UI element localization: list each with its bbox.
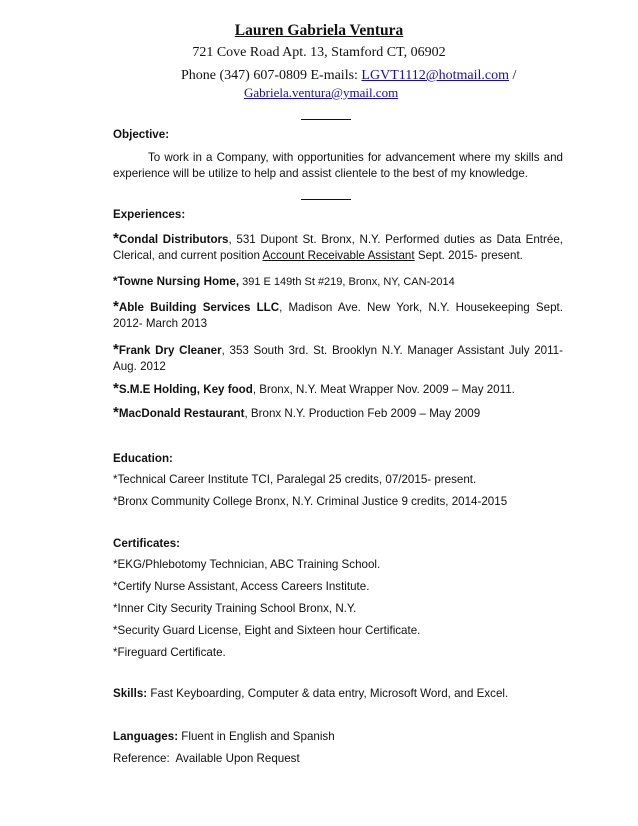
phone-text: Phone (347) 607-0809 E-mails: <box>181 68 362 83</box>
bullet-star: * <box>113 230 119 247</box>
resume-name: Lauren Gabriela Ventura <box>234 22 404 39</box>
skills-line <box>113 686 508 702</box>
experience-item: *Condal Distributors, 531 Dupont St. Bronx, N.Y. Performed duties as Data Entrée, Clerical, and current position Account Receivable Assistant Sept. 2015- present. <box>113 230 563 262</box>
experience-item: *Frank Dry Cleaner, 353 South 3rd. St. Brooklyn N.Y. Manager Assistant July 2011- Aug. 2012 <box>113 341 563 373</box>
address-line: 721 Cove Road Apt. 13, Stamford CT, 06902 <box>192 45 446 60</box>
education-heading: Education: <box>113 452 173 465</box>
bullet-star: * <box>113 341 119 358</box>
employer-name: MacDonald Restaurant <box>118 407 245 420</box>
certificate-item: *Inner City Security Training School Bronx, N.Y. <box>113 602 357 615</box>
skills-text: Fast Keyboarding, Computer & data entry, Microsoft Word, and Excel. <box>147 687 509 700</box>
education-item: *Bronx Community College Bronx, N.Y. Criminal Justice 9 credits, 2014-2015 <box>113 495 508 508</box>
skills-label: Skills: <box>113 687 148 700</box>
contact-line <box>181 68 516 84</box>
employer-name: S.M.E Holding, Key food <box>118 383 253 396</box>
divider-rule <box>301 199 351 200</box>
employer-name: *Towne Nursing Home, <box>113 275 240 288</box>
experience-item: *MacDonald Restaurant, Bronx N.Y. Production Feb 2009 – May 2009 <box>113 404 481 421</box>
bullet-star: * <box>113 404 119 421</box>
divider-rule <box>301 119 351 120</box>
experience-item: *Towne Nursing Home, 391 E 149th St #219, Bronx, NY, CAN-2014 <box>113 275 455 288</box>
certificate-item: *Certify Nurse Assistant, Access Careers Institute. <box>113 580 370 593</box>
languages-line <box>113 729 335 745</box>
email-link-ymail[interactable]: Gabriela.ventura@ymail.com <box>244 85 399 100</box>
certificate-item: *Fireguard Certificate. <box>113 646 226 659</box>
reference-line: Reference: Available Upon Request <box>113 752 300 765</box>
experience-item: *S.M.E Holding, Key food, Bronx, N.Y. Meat Wrapper Nov. 2009 – May 2011. <box>113 380 515 397</box>
certificate-item: *Security Guard License, Eight and Sixteen hour Certificate. <box>113 624 421 637</box>
bullet-star: * <box>113 298 119 315</box>
experience-item: *Able Building Services LLC, Madison Ave. New York, N.Y. Housekeeping Sept. 2012- March 2013 <box>113 298 563 330</box>
experiences-heading: Experiences: <box>113 208 186 221</box>
employer-name: Condal Distributors <box>118 233 229 246</box>
certificate-item: *EKG/Phlebotomy Technician, ABC Training School. <box>113 558 381 571</box>
languages-label: Languages: <box>113 730 179 743</box>
education-item: *Technical Career Institute TCI, Paralegal 25 credits, 07/2015- present. <box>113 473 477 486</box>
email-link-hotmail[interactable]: LGVT1112@hotmail.com <box>361 68 509 83</box>
employer-name: Frank Dry Cleaner <box>118 344 222 357</box>
bullet-star: * <box>113 380 119 397</box>
contact-line-2 <box>244 85 398 101</box>
languages-text: Fluent in English and Spanish <box>178 730 335 743</box>
employer-name: Able Building Services LLC <box>118 301 280 314</box>
position-title: Account Receivable Assistant <box>262 249 415 262</box>
objective-heading: Objective: <box>113 128 170 141</box>
certificates-heading: Certificates: <box>113 537 181 550</box>
objective-text: To work in a Company, with opportunities for advancement where my skills and experience will be utilize to help and assist clientele to the best of my knowledge. <box>113 151 563 180</box>
email-separator: / <box>508 68 517 83</box>
